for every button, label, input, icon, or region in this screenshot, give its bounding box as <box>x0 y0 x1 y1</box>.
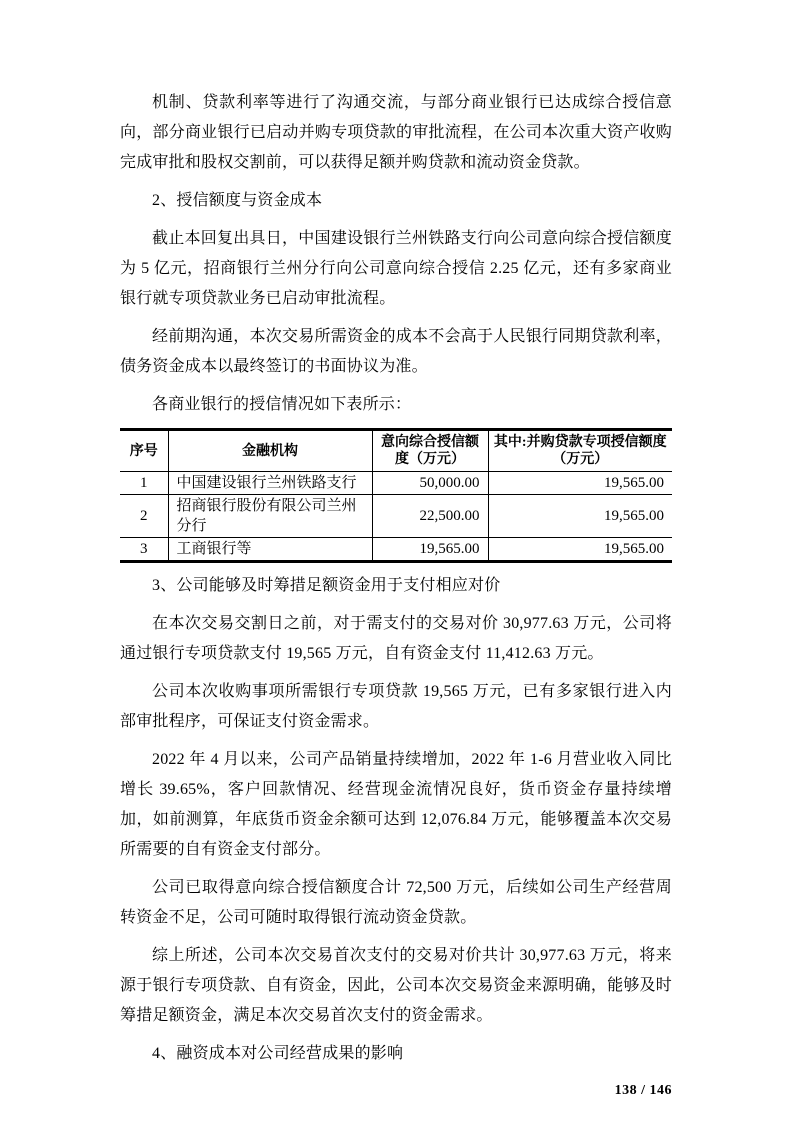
paragraph-payment-plan: 在本次交易交割日之前，对于需支付的交易对价 30,977.63 万元，公司将通过银行专项贷款支付 19,565 万元，自有资金支付 11,412.63 万元。 <box>120 615 672 662</box>
cell-credit: 22,500.00 <box>372 495 488 538</box>
paragraph-cost: 经前期沟通，本次交易所需资金的成本不会高于人民银行同期贷款利率，债务资金成本以最终签订的书面协议为准。 <box>120 328 672 375</box>
section-heading-financing-cost: 4、融资成本对公司经营成果的影响 <box>152 1045 404 1062</box>
page-number: 138 / 146 <box>614 1083 672 1098</box>
table-row <box>120 538 672 562</box>
col-header-credit: 意向综合授信额度（万元） <box>372 430 488 472</box>
table-row <box>120 495 672 538</box>
table-header-row <box>120 430 672 472</box>
cell-no: 3 <box>140 541 148 557</box>
cell-credit: 50,000.00 <box>372 472 488 495</box>
credit-table <box>120 428 672 563</box>
paragraph-cash-forecast: 2022 年 4 月以来，公司产品销量持续增加，2022 年 1-6 月营业收入同比增长 39.65%，客户回款情况、经营现金流情况良好，货币资金存量持续增加，如前测算，年底货币资金余额可达到 12,076.84 万元，能够覆盖本次交易所需要的自有资金支付部分。 <box>120 751 672 858</box>
paragraph-total-credit: 公司已取得意向综合授信额度合计 72,500 万元，后续如公司生产经营周转资金不足，公司可随时取得银行流动资金贷款。 <box>120 879 672 926</box>
paragraph-conclusion: 综上所述，公司本次交易首次支付的交易对价共计 30,977.63 万元，将来源于银行专项贷款、自有资金，因此，公司本次交易资金来源明确，能够及时筹措足额资金，满足本次交易首次支付的资金需求。 <box>120 947 672 1024</box>
paragraph-loan-approval: 公司本次收购事项所需银行专项贷款 19,565 万元，已有多家银行进入内部审批程序，可保证支付资金需求。 <box>120 683 672 730</box>
cell-no: 2 <box>120 495 168 538</box>
cell-special: 19,565.00 <box>488 495 672 538</box>
section-heading-funding: 3、公司能够及时筹措足额资金用于支付相应对价 <box>152 577 501 594</box>
paragraph-table-intro: 各商业银行的授信情况如下表所示： <box>152 396 412 413</box>
cell-institution: 中国建设银行兰州铁路支行 <box>168 472 372 495</box>
section-heading-credit-limit: 2、授信额度与资金成本 <box>152 192 323 209</box>
col-header-institution: 金融机构 <box>168 430 372 472</box>
cell-special: 19,565.00 <box>488 472 672 495</box>
table-row <box>120 472 672 495</box>
cell-special: 19,565.00 <box>488 538 672 562</box>
paragraph-credit-banks: 截止本回复出具日，中国建设银行兰州铁路支行向公司意向综合授信额度为 5 亿元，招商银行兰州分行向公司意向综合授信 2.25 亿元，还有多家商业银行就专项贷款业务已启动审批流程。 <box>120 230 672 307</box>
col-header-no: 序号 <box>120 430 168 472</box>
paragraph-mechanism: 机制、贷款利率等进行了沟通交流，与部分商业银行已达成综合授信意向，部分商业银行已启动并购专项贷款的审批流程，在公司本次重大资产收购完成审批和股权交割前，可以获得足额并购贷款和流动资金贷款。 <box>120 94 672 171</box>
cell-institution: 工商银行等 <box>168 538 372 562</box>
col-header-special: 其中:并购贷款专项授信额度（万元） <box>488 430 672 472</box>
cell-no: 1 <box>120 472 168 495</box>
cell-institution: 招商银行股份有限公司兰州分行 <box>168 495 372 538</box>
cell-credit: 19,565.00 <box>372 538 488 562</box>
